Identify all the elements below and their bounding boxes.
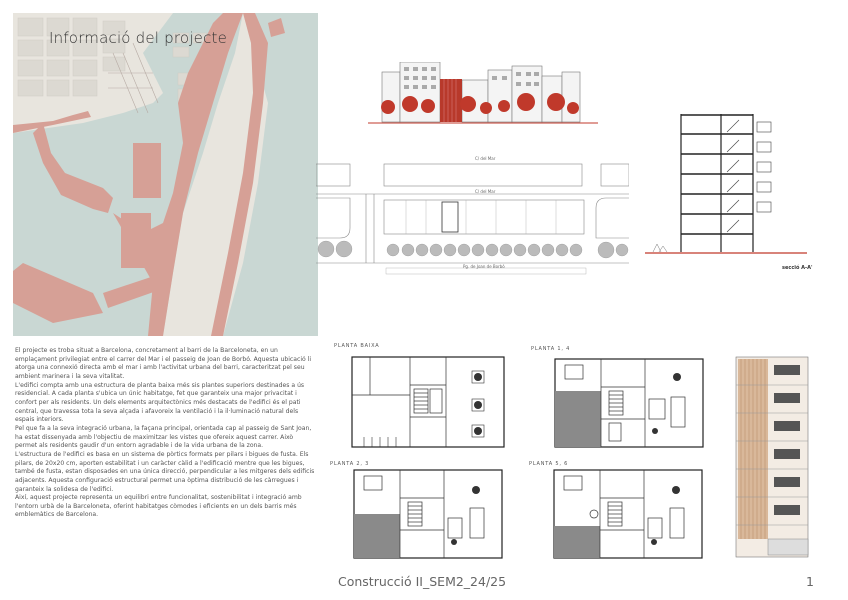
floor-plan-p5-6 <box>552 468 704 560</box>
floor-plan-p1-4 <box>553 357 705 449</box>
map-drawing <box>13 13 318 336</box>
shaded-room <box>354 514 400 558</box>
site-plan <box>316 158 629 280</box>
plan-label-p1-4: PLANTA 1, 4 <box>531 346 571 352</box>
street-elevation <box>368 62 598 128</box>
section-label: secció A-A' <box>782 265 813 271</box>
plan-label-ground: PLANTA BAIXA <box>334 343 380 349</box>
site-map <box>13 13 318 336</box>
street-label-mid: C/ del Mar <box>475 189 496 194</box>
page-title: Informació del projecte <box>49 29 228 47</box>
description-paragraph: L'estructura de l'edifici es basa en un sistema de pòrtics formats per pilars i bigues de fusta. Els pilars, de 20x20 cm, aporten estabilitat i un caràcter càlid a l'edificació mentre que les bigues, també de fusta, estan disposades en una única direcció, perpendicular a les mitgeres dels edificis adjacents. Aquesta configuració estructural permet una òptima distribució de les càrregues i garanteix la solidesa de l'edifici. <box>15 450 315 493</box>
section-drawing <box>645 112 807 264</box>
floor-plan-p2-3 <box>352 468 504 560</box>
project-facade <box>440 79 462 122</box>
shaded-room <box>555 391 601 447</box>
footer-title: Construcció II_SEM2_24/25 <box>338 574 507 589</box>
description-paragraph: Pel que fa a la seva integració urbana, la façana principal, orientada cap al passeig de Sant Joan, ha estat dissenyada amb l'objectiu de maximitzar les vistes que ofereix aquest carrer. Això permet als residents gaudir d'un entorn agradable i de la vida urbana de la zona. <box>15 424 312 450</box>
project-plot <box>442 202 458 232</box>
plan-label-p2-3: PLANTA 2, 3 <box>330 461 370 467</box>
floor-plan-ground <box>350 355 506 450</box>
facade-elevation <box>734 355 812 560</box>
page-number: 1 <box>806 574 814 589</box>
description-paragraph: El projecte es troba situat a Barcelona, concretament al barri de la Barceloneta, en un emplaçament privilegiat entre el carrer del Mar i el passeig de Joan de Borbó. Aquesta ubicació li atorga una connexió directa amb el mar i amb l'activitat urbana del barri, caracteritzat pel seu ambient marinera i la seva vitalitat. <box>15 347 312 380</box>
shaded-room <box>554 526 600 558</box>
street-label-top: C/ del Mar <box>475 156 496 161</box>
description-paragraph: Així, aquest projecte representa un equilibri entre funcionalitat, sostenibilitat i integració amb l'entorn urbà de la Barceloneta, oferint habitatges còmodes i eficients en un dels barris més emblemàtics de Barcelona. <box>15 494 302 519</box>
project-description <box>15 347 315 520</box>
description-paragraph: L'edifici compta amb una estructura de planta baixa més sis plantes superiors destinades a ús residencial. A cada planta s'ubica un únic habitatge, fet que garanteix una major privacitat i confort per als residents. Un dels elements arquitectònics més destacats de l'edifici és el pati central, que travessa tota la seva alçada i afavoreix la ventilació i la il·luminació natural dels espais interiors. <box>15 381 305 424</box>
street-label-bottom: Pg. de Joan de Borbó <box>463 264 505 269</box>
plan-label-p5-6: PLANTA 5, 6 <box>529 461 569 467</box>
